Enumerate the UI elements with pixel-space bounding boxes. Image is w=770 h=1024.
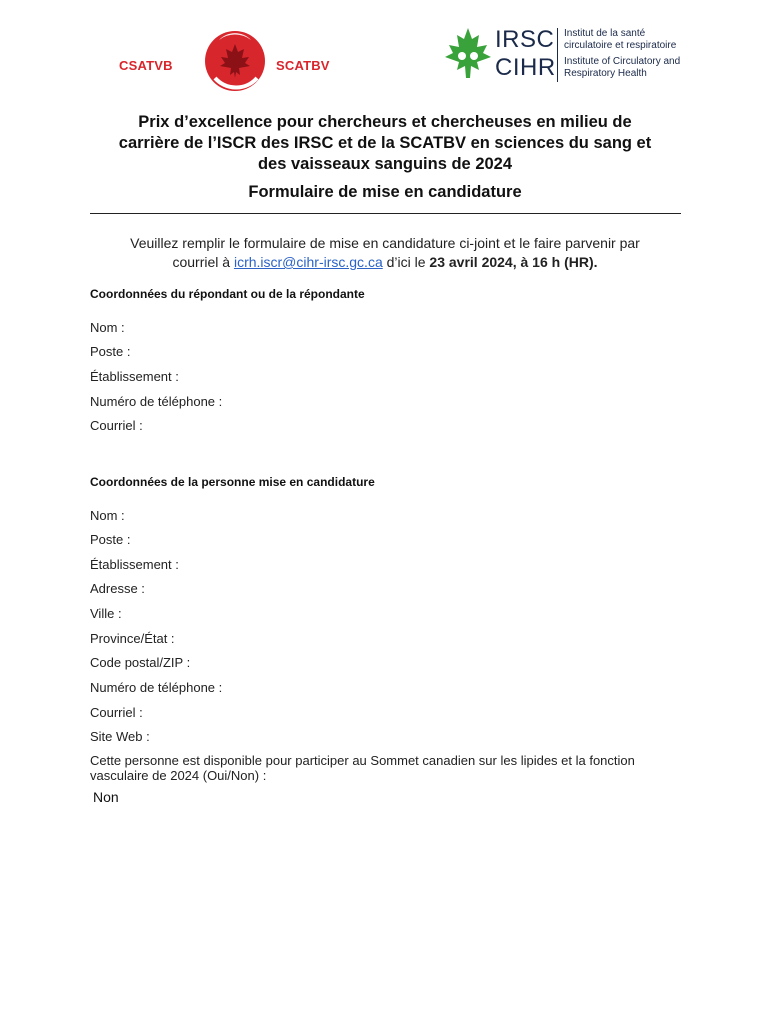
- form-subtitle: Formulaire de mise en candidature: [248, 183, 522, 201]
- irsc-cihr-logo: [443, 24, 693, 88]
- nominee-city-label: Ville :: [90, 606, 122, 621]
- nominee-name-label: Nom :: [90, 508, 125, 523]
- title-line: des vaisseaux sanguins de 2024: [257, 155, 513, 173]
- maple-leaf-circle-icon: [195, 28, 275, 94]
- irsc-acronym: IRSC: [495, 26, 555, 53]
- intro-middle: d’ici le: [382, 254, 430, 270]
- institute-name-en: Institute of Circulatory and Respiratory Health: [564, 56, 681, 79]
- nominee-phone-label: Numéro de téléphone :: [90, 680, 223, 695]
- intro-paragraph: [80, 234, 690, 272]
- title-divider: [90, 213, 681, 214]
- respondent-institution-label: Établissement :: [90, 369, 179, 384]
- title-line: Prix d’excellence pour chercheurs et chercheuses en milieu de: [138, 113, 632, 131]
- csatvb-scatbv-logo: [115, 28, 345, 98]
- maple-leaf-icon: [443, 26, 493, 84]
- nominee-position-label: Poste :: [90, 532, 131, 547]
- respondent-phone-label: Numéro de téléphone :: [90, 394, 223, 409]
- logo-right-text: SCATBV: [276, 58, 330, 73]
- availability-question: Cette personne est disponible pour participer au Sommet canadien sur les lipides et la fonction vasculaire de 2024 (Oui/Non) :: [90, 753, 635, 783]
- intro-line-2: [80, 253, 690, 272]
- nominee-institution-label: Établissement :: [90, 557, 179, 572]
- intro-line-1: Veuillez remplir le formulaire de mise en candidature ci-joint et le faire parvenir par: [130, 235, 640, 251]
- cihr-acronym: CIHR: [495, 54, 556, 81]
- nominee-province-label: Province/État :: [90, 631, 175, 646]
- nominee-section-heading: Coordonnées de la personne mise en candidature: [90, 475, 375, 489]
- email-link[interactable]: icrh.iscr@cihr-irsc.gc.ca: [233, 254, 383, 270]
- nominee-email-label: Courriel :: [90, 705, 143, 720]
- deadline-text: 23 avril 2024, à 16 h (HR).: [429, 254, 598, 270]
- respondent-section-heading: Coordonnées du répondant ou de la répondante: [90, 287, 365, 301]
- logo-divider: [557, 28, 558, 82]
- respondent-position-label: Poste :: [90, 344, 131, 359]
- title-line: carrière de l’ISCR des IRSC et de la SCATBV en sciences du sang et: [118, 134, 652, 152]
- nominee-address-label: Adresse :: [90, 581, 145, 596]
- respondent-name-label: Nom :: [90, 320, 125, 335]
- logo-left-text: CSATVB: [119, 58, 173, 73]
- nominee-postal-code-label: Code postal/ZIP :: [90, 655, 191, 670]
- intro-prefix: courriel à: [172, 254, 234, 270]
- page-title: [80, 112, 690, 175]
- respondent-email-label: Courriel :: [90, 418, 143, 433]
- nominee-website-label: Site Web :: [90, 729, 150, 744]
- availability-answer: Non: [93, 789, 119, 805]
- institute-name-fr: Institut de la santé circulatoire et respiratoire: [564, 28, 677, 51]
